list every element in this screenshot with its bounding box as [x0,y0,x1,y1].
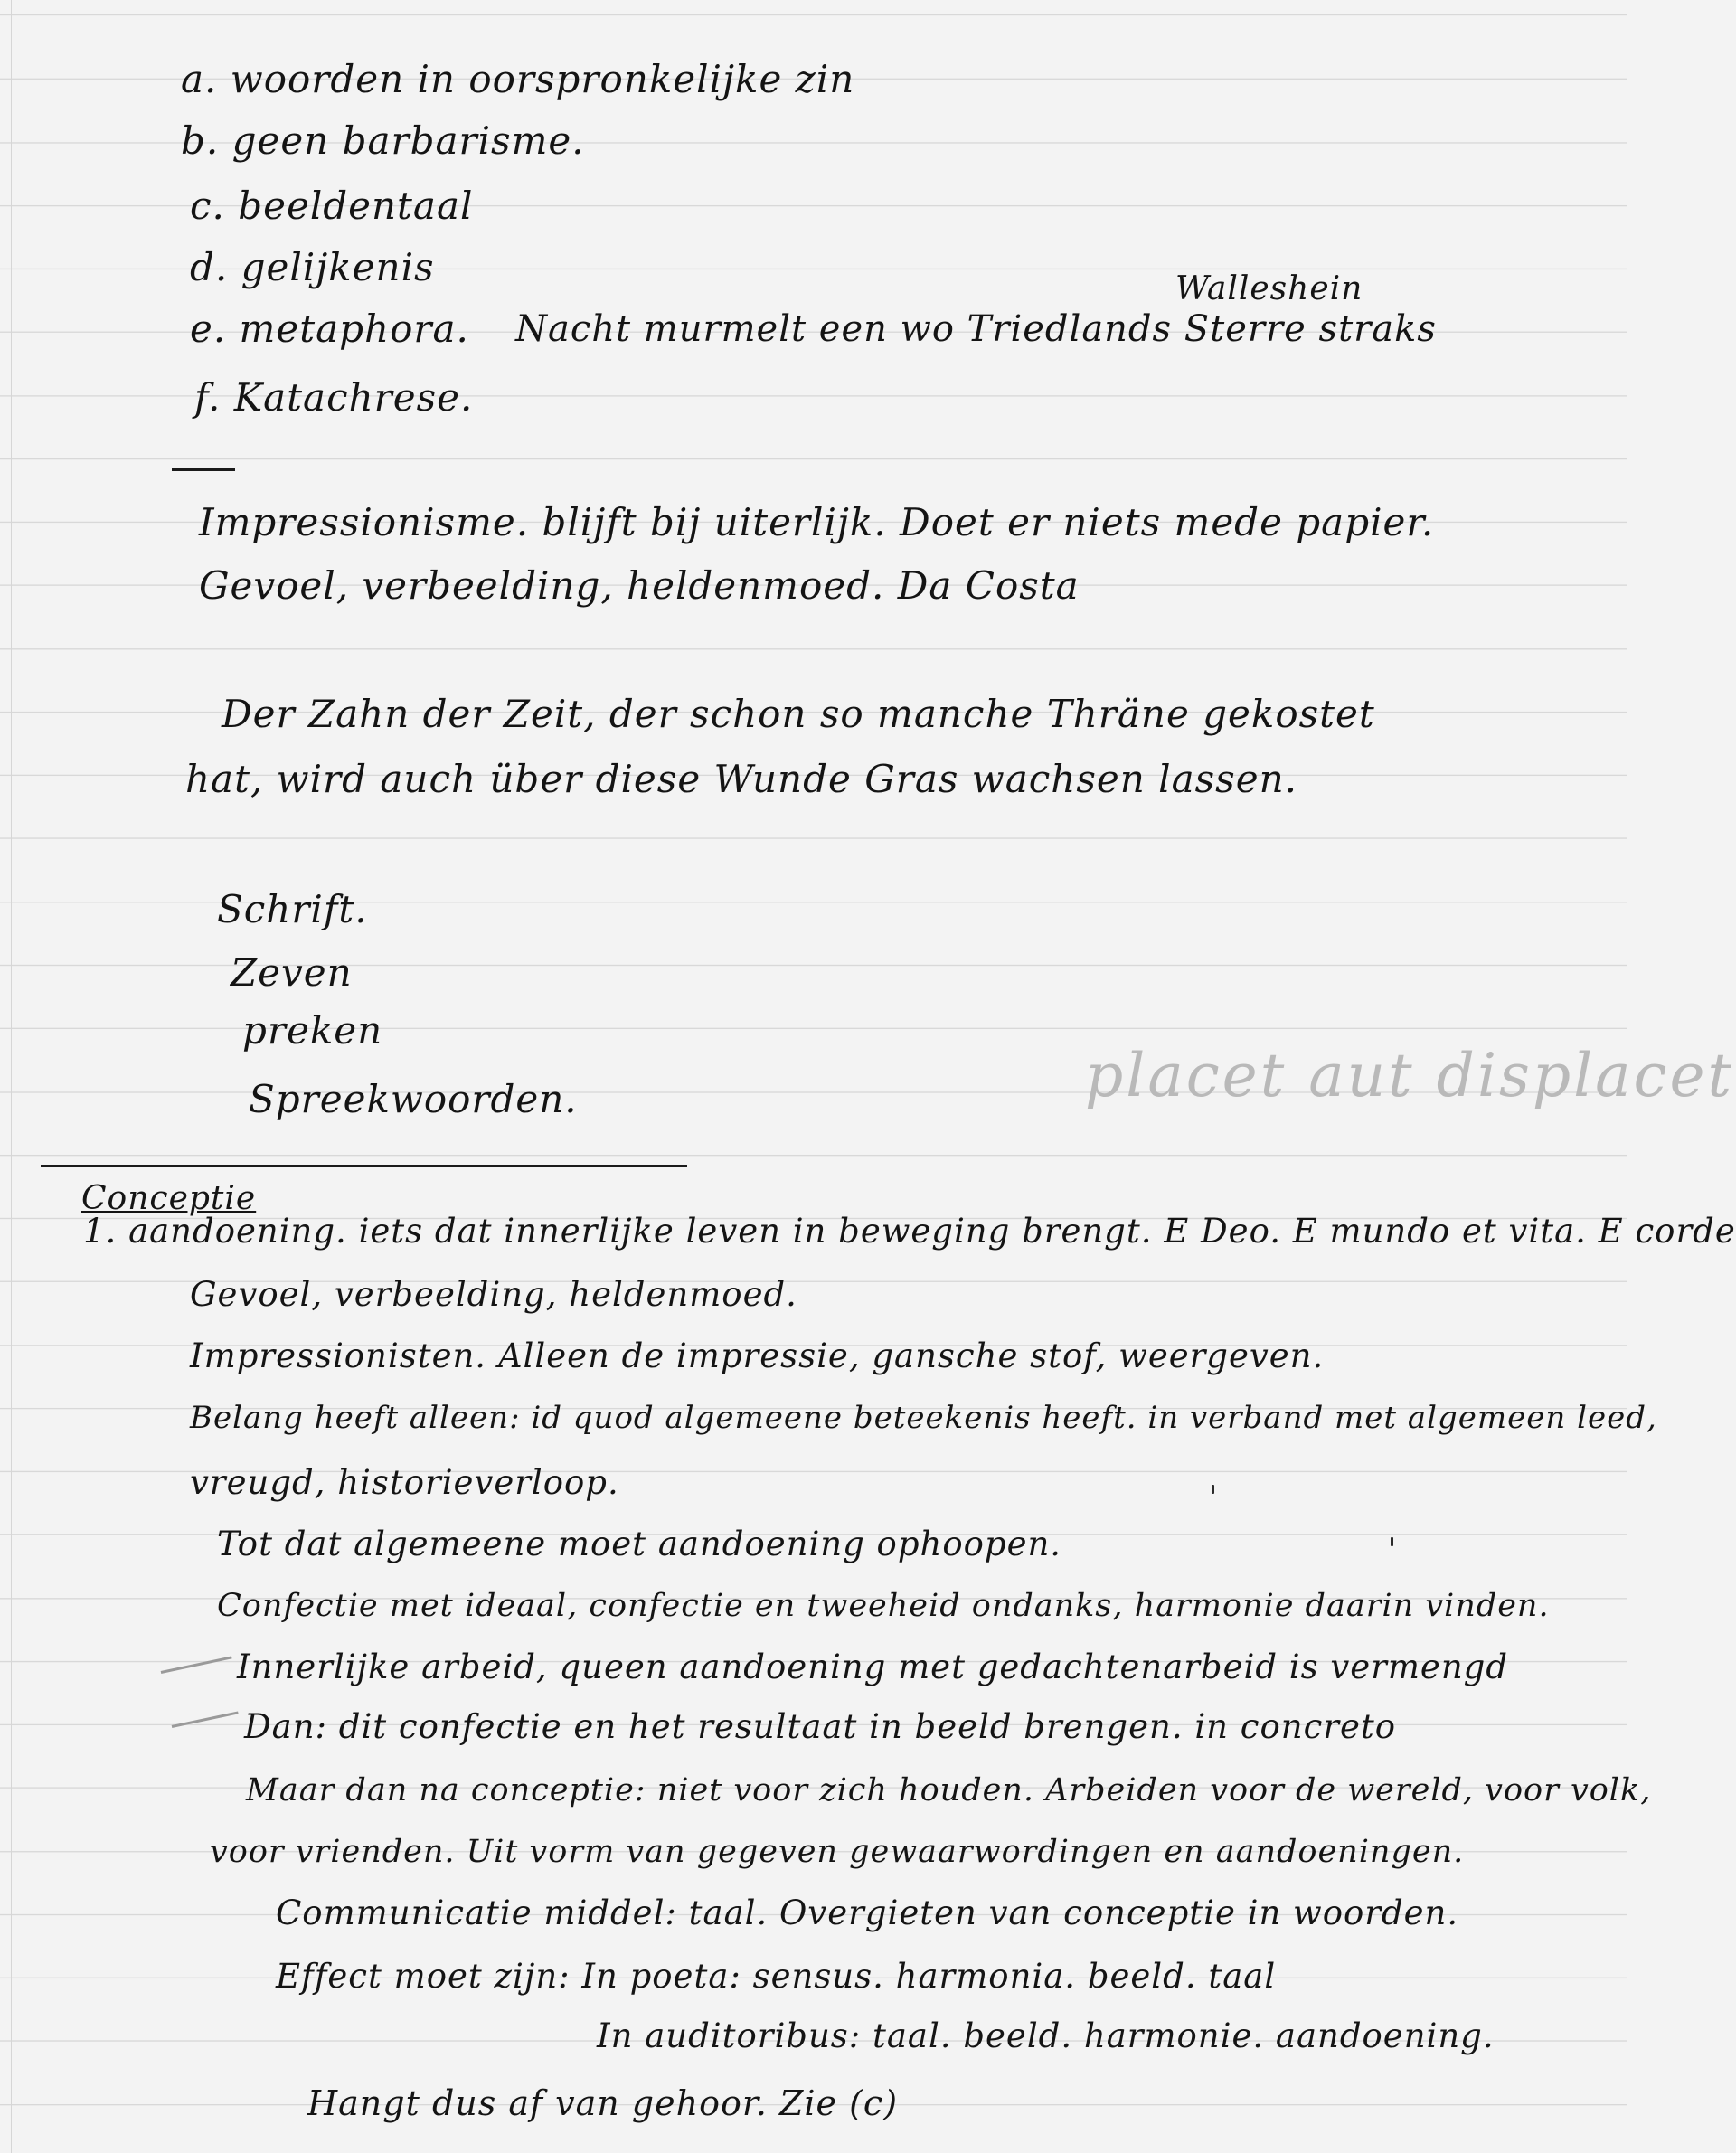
conceptie-line-5: vreugd, historieverloop. [190,1463,619,1502]
ink-speck [1391,1537,1393,1546]
list-item-c: c. beeldentaal [190,184,474,228]
above-e-note: Walleshein [1175,270,1363,307]
quote-line-2: hat, wird auch über diese Wunde Gras wachsen lassen. [185,757,1297,801]
list-item-b: b. geen barbarisme. [181,118,585,163]
pencil-stroke-1 [161,1656,232,1674]
list-item-e: e. metaphora. [190,307,469,351]
short-list-item-2: Zeven [231,950,353,995]
conceptie-line-4: Belang heeft alleen: id quod algemeene beteekenis heeft. in verband met algemeen leed, [190,1400,1657,1436]
conceptie-line-8: Innerlijke arbeid, queen aandoening met gedachtenarbeid is vermengd [237,1648,1509,1686]
list-item-d: d. gelijkenis [190,245,435,289]
short-list-item-3: preken [242,1008,383,1053]
conceptie-line-10: Maar dan na conceptie: niet voor zich houden. Arbeiden voor de wereld, voor volk, [246,1772,1652,1808]
impressionisme-line-2: Gevoel, verbeelding, heldenmoed. Da Costa [199,563,1080,608]
list-item-a: a. woorden in oorspronkelijke zin [181,57,855,101]
short-list-item-4: Spreekwoorden. [249,1077,578,1121]
conceptie-line-13: Effect moet zijn: In poeta: sensus. harmonia. beeld. taal [276,1957,1277,1996]
conceptie-heading: Conceptie [81,1180,257,1217]
list-item-e-note: Nacht murmelt een wo Triedlands Sterre straks [515,308,1437,350]
section-divider [41,1165,687,1167]
conceptie-line-3: Impressionisten. Alleen de impressie, gansche stof, weergeven. [190,1336,1325,1375]
conceptie-line-11: voor vrienden. Uit vorm van gegeven gewaarwordingen en aandoeningen. [210,1834,1465,1870]
pencil-stroke-2 [172,1711,239,1728]
faint-pencil-note: placet aut displacet [1085,1041,1735,1110]
short-list-item-1: Schrift. [217,887,368,931]
conceptie-line-2: Gevoel, verbeelding, heldenmoed. [190,1275,797,1314]
margin-line [11,0,12,2153]
short-divider [172,468,235,471]
conceptie-line-9: Dan: dit confectie en het resultaat in beeld brengen. in concreto [244,1707,1397,1746]
conceptie-line-14: In auditoribus: taal. beeld. harmonie. aandoening. [597,2016,1495,2055]
conceptie-line-12: Communicatie middel: taal. Overgieten van conceptie in woorden. [276,1893,1459,1932]
conceptie-line-6: Tot dat algemeene moet aandoening ophoopen. [217,1525,1062,1563]
ink-speck [1212,1485,1214,1494]
conceptie-line-15: Hangt dus af van gehoor. Zie (c) [307,2083,899,2123]
list-item-f: f. Katachrese. [194,375,474,420]
conceptie-line-1: 1. aandoening. iets dat innerlijke leven in beweging brengt. E Deo. E mundo et vita. E corde [83,1212,1736,1251]
impressionisme-line-1: Impressionisme. blijft bij uiterlijk. Doet er niets mede papier. [199,500,1435,544]
quote-line-1: Der Zahn der Zeit, der schon so manche Thräne gekostet [222,692,1375,736]
conceptie-line-7: Confectie met ideaal, confectie en tweeheid ondanks, harmonie daarin vinden. [217,1588,1550,1624]
